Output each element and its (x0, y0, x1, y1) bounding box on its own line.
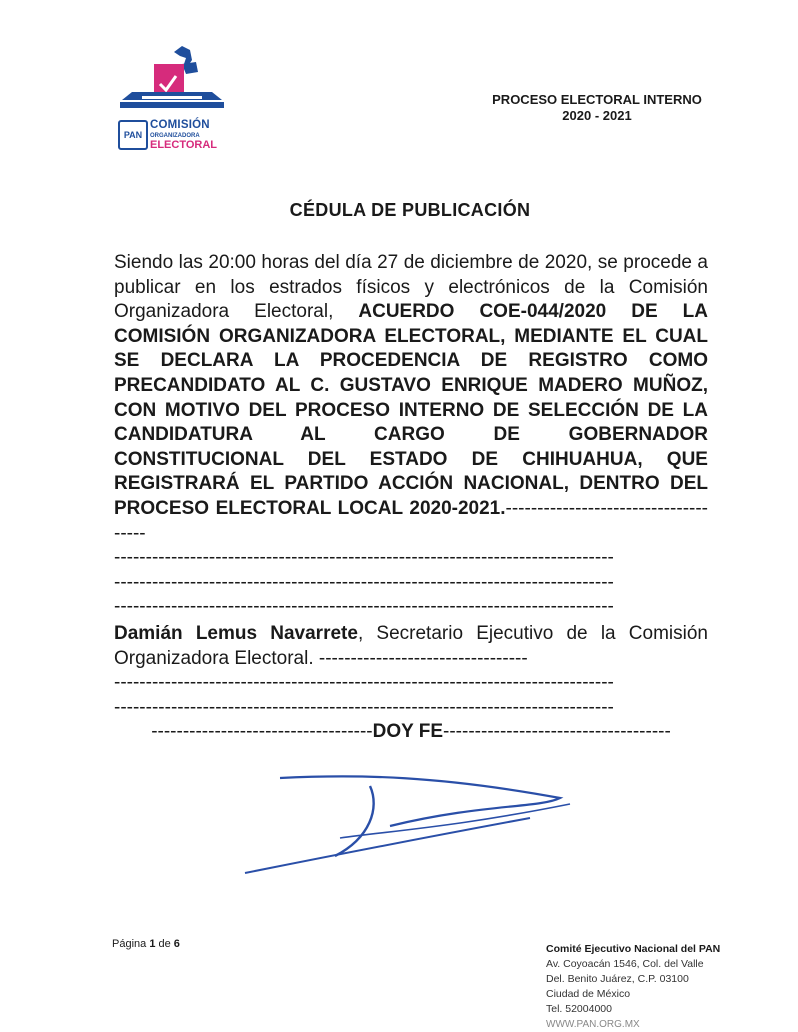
doy-fe-left: ----------------------------------- (151, 721, 373, 743)
secretary-role: , Secretario Ejecutivo de la Comisión Organizadora Electoral. (114, 622, 708, 669)
intro-text: Siendo las 20:00 horas del día 27 de diciembre de 2020, se procede a publicar en los estrados físicos y electrónicos de la Comisión Organizadora Electoral, (114, 252, 708, 323)
agreement-text: ACUERDO COE-044/2020 DE LA COMISIÓN ORGANIZADORA ELECTORAL, MEDIANTE EL CUAL SE DECLARA LA PROCEDENCIA DE REGISTRO COMO PRECANDIDATO AL C. GUSTAVO ENRIQUE MADERO MUÑOZ, CON MOTIVO DEL PROCESO INTERNO DE SELECCIÓN DE LA CANDIDATURA AL CARGO DE GOBERNADOR CONSTITUCIONAL DEL ESTADO DE CHIHUAHUA, QUE REGISTRARÁ EL PARTIDO ACCIÓN NACIONAL, DENTRO DEL PROCESO ELECTORAL LOCAL 2020-2021. (114, 301, 708, 519)
coe-logo (112, 42, 232, 157)
signature (240, 768, 580, 878)
footer-web[interactable]: WWW.PAN.ORG.MX (546, 1019, 640, 1030)
footer-address-2: Del. Benito Juárez, C.P. 03100 (546, 973, 689, 985)
footer-address (546, 942, 720, 1032)
footer-org: Comité Ejecutivo Nacional del PAN (546, 943, 721, 955)
document-header (470, 92, 724, 124)
page-label: Página (112, 938, 150, 950)
agreement-dash-tail: ------------------------------------- (114, 497, 708, 544)
header-line-2: 2020 - 2021 (562, 108, 632, 123)
secretary-paragraph (114, 622, 708, 671)
dash-line: ------------------------------------------------------------------------------- (114, 672, 614, 694)
page-title: CÉDULA DE PUBLICACIÓN (289, 200, 531, 220)
footer-address-1: Av. Coyoacán 1546, Col. del Valle (546, 958, 704, 970)
dash-line: ------------------------------------------------------------------------------- (114, 696, 614, 718)
secretary-name: Damián Lemus Navarrete (114, 622, 358, 644)
intro-paragraph (114, 251, 708, 546)
dash-line: ------------------------------------------------------------------------------- (114, 596, 614, 618)
ballot-box-icon (112, 42, 232, 122)
logo-line-1: COMISIÓN (150, 119, 210, 131)
page-current: 1 (149, 938, 156, 950)
doy-fe-right: ------------------------------------ (443, 721, 671, 743)
header-line-1: PROCESO ELECTORAL INTERNO (492, 92, 702, 107)
logo-line-3: ELECTORAL (150, 138, 218, 151)
footer-phone: Tel. 52004000 (546, 1003, 612, 1015)
dash-line: ------------------------------------------------------------------------------- (114, 571, 614, 593)
page-total: 6 (173, 938, 180, 950)
pan-badge: PAN (118, 120, 148, 150)
doy-fe-text: DOY FE (372, 721, 444, 743)
dash-line: ------------------------------------------------------------------------------- (114, 547, 614, 569)
page-of: de (155, 938, 174, 950)
doy-fe-line (114, 720, 708, 745)
logo-line-2: ORGANIZADORA (150, 132, 200, 139)
page-number (112, 938, 180, 950)
secretary-dash-tail: --------------------------------- (318, 647, 528, 669)
footer-address-3: Ciudad de México (546, 988, 631, 1000)
document-body (114, 251, 708, 745)
